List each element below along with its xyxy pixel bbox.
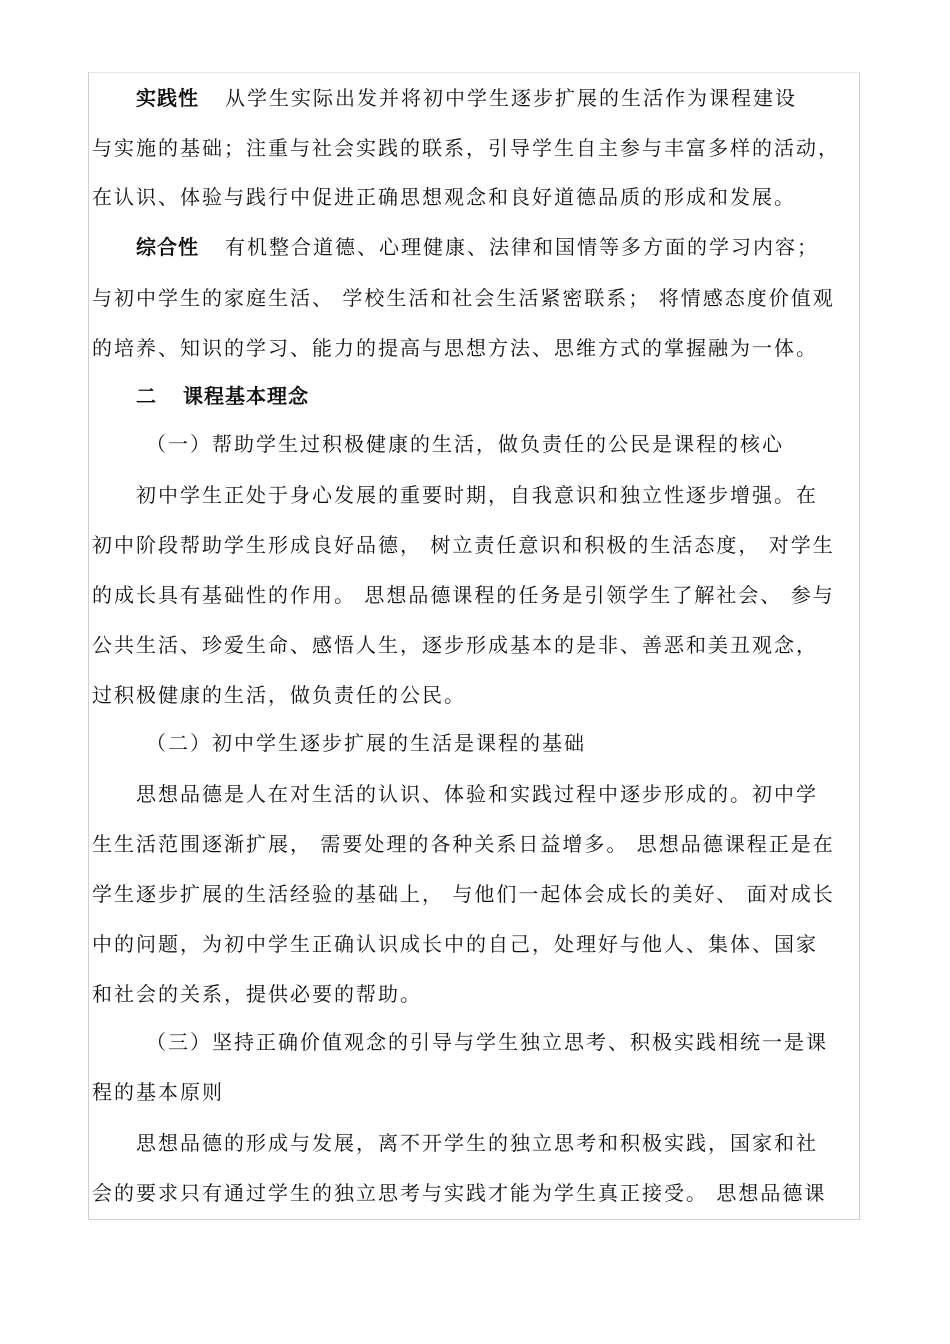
comprehensive-line-3: 的培养、知识的学习、能力的提高与思想方法、思维方式的掌握融为一体。 [92,336,818,360]
practical-line-3: 在认识、体验与践行中促进正确思想观念和良好道德品质的形成和发展。 [92,185,796,209]
subheading-3-line-2: 程的基本原则 [92,1080,224,1104]
comprehensive-line-1 [136,233,819,261]
p2-line-3: 学生逐步扩展的生活经验的基础上， 与他们一起体会成长的美好、 面对成长 [92,882,835,906]
comprehensive-text-1: 有机整合道德、心理健康、法律和国情等多方面的学习内容； [225,235,819,259]
p1-line-2: 初中阶段帮助学生形成良好品德， 树立责任意识和积极的生活态度， 对学生 [92,533,835,557]
section-title: 课程基本理念 [183,384,309,408]
practical-text-1: 从学生实际出发并将初中学生逐步扩展的生活作为课程建设 [225,86,797,110]
subheading-3-line-1: （三）坚持正确价值观念的引导与学生独立思考、积极实践相统一是课 [146,1030,828,1054]
section-heading [136,382,309,410]
p2-line-2: 生生活范围逐渐扩展， 需要处理的各种关系日益增多。 思想品德课程正是在 [92,832,835,856]
comprehensive-term: 综合性 [136,235,199,259]
p2-line-5: 和社会的关系，提供必要的帮助。 [92,982,422,1006]
practical-line-1 [136,84,797,112]
subheading-1: （一）帮助学生过积极健康的生活，做负责任的公民是课程的核心 [146,432,784,456]
p1-line-4: 公共生活、珍爱生命、感悟人生，逐步形成基本的是非、善恶和美丑观念， [92,633,818,657]
p1-line-5: 过积极健康的生活，做负责任的公民。 [92,683,466,707]
comprehensive-line-2: 与初中学生的家庭生活、 学校生活和社会生活紧密联系； 将情感态度价值观 [92,286,835,310]
p2-line-1: 思想品德是人在对生活的认识、体验和实践过程中逐步形成的。初中学 [136,782,818,806]
p1-line-1: 初中学生正处于身心发展的重要时期，自我意识和独立性逐步增强。在 [136,483,818,507]
practical-line-2: 与实施的基础；注重与社会实践的联系，引导学生自主参与丰富多样的活动， [92,136,840,160]
practical-term: 实践性 [136,86,199,110]
section-number: 二 [136,384,157,408]
p2-line-4: 中的问题，为初中学生正确认识成长中的自己，处理好与他人、集体、国家 [92,932,818,956]
p3-line-1: 思想品德的形成与发展，离不开学生的独立思考和积极实践，国家和社 [136,1131,818,1155]
p1-line-3: 的成长具有基础性的作用。 思想品德课程的任务是引领学生了解社会、 参与 [92,583,835,607]
p3-line-2: 会的要求只有通过学生的独立思考与实践才能为学生真正接受。 思想品德课 [92,1181,827,1205]
subheading-2: （二）初中学生逐步扩展的生活是课程的基础 [146,731,586,755]
